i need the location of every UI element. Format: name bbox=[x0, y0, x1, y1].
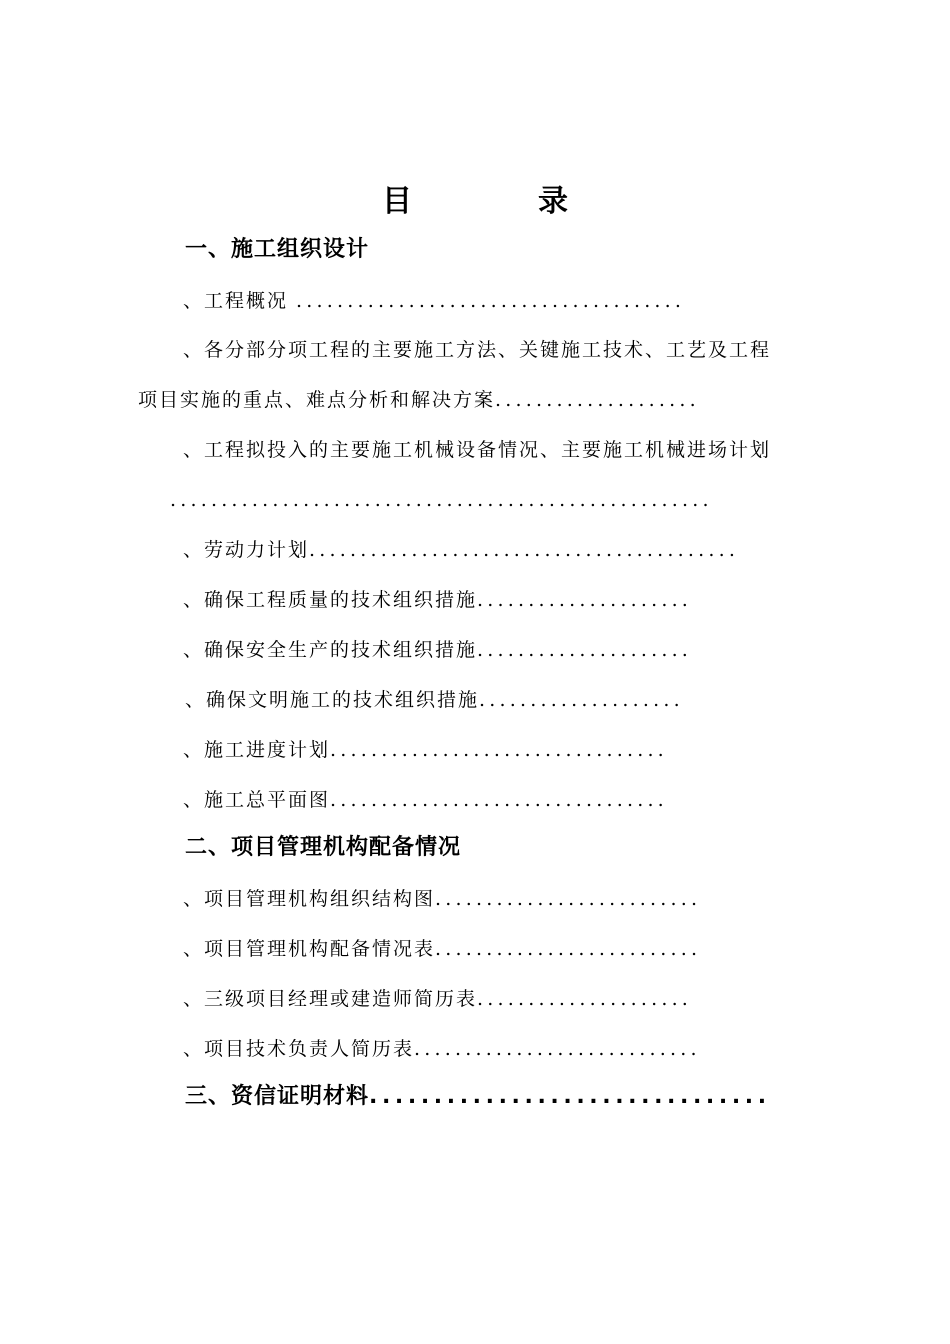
toc-entry-text: 、项目技术负责人简历表 bbox=[183, 1038, 415, 1060]
toc-entry bbox=[183, 985, 692, 1013]
toc-leader-dots: ..................... bbox=[477, 639, 693, 661]
toc-entry bbox=[183, 935, 701, 963]
toc-leader-dots: ..................... bbox=[477, 589, 693, 611]
toc-entry bbox=[185, 686, 684, 714]
toc-leader-dots: .......................... bbox=[435, 938, 702, 960]
toc-entry-text: 、项目管理机构组织结构图 bbox=[183, 888, 436, 910]
toc-leader-dots: ................................. bbox=[330, 739, 668, 761]
toc-entry-continuation bbox=[170, 486, 713, 514]
toc-leader-dots: .......................... bbox=[435, 888, 702, 910]
toc-entry-text: 、工程拟投入的主要施工机械设备情况、主要施工机械进场计划 bbox=[183, 439, 772, 461]
toc-leader-dots: .......................................... bbox=[309, 539, 740, 561]
toc-leader-dots: ..................................................... bbox=[170, 489, 713, 511]
toc-entry-text: 、三级项目经理或建造师简历表 bbox=[183, 988, 478, 1010]
toc-entry bbox=[183, 336, 771, 364]
toc-entry bbox=[183, 287, 685, 315]
toc-entry-text: 、施工总平面图 bbox=[183, 789, 331, 811]
toc-entry bbox=[183, 736, 668, 764]
toc-entry bbox=[183, 1035, 701, 1063]
toc-entry-text: 项目实施的重点、难点分析和解决方案 bbox=[138, 389, 496, 411]
toc-entry bbox=[183, 436, 771, 464]
toc-entry bbox=[183, 885, 701, 913]
toc-leader-dots: ................................. bbox=[330, 789, 668, 811]
toc-leader-dots: ............................ bbox=[414, 1038, 701, 1060]
toc-entry-text: 、确保工程质量的技术组织措施 bbox=[183, 589, 478, 611]
toc-entry-text: 、工程概况 bbox=[183, 290, 297, 312]
section-heading-2: 二、项目管理机构配备情况 bbox=[185, 835, 462, 860]
section-heading-1: 一、施工组织设计 bbox=[185, 237, 370, 262]
toc-entry-text: 、各分部分项工程的主要施工方法、关键施工技术、工艺及工程 bbox=[183, 339, 772, 361]
toc-entry-continuation bbox=[138, 386, 700, 414]
section-heading-3 bbox=[185, 1083, 771, 1111]
toc-entry-text: 、确保安全生产的技术组织措施 bbox=[183, 639, 478, 661]
toc-leader-dots: ..................... bbox=[477, 988, 693, 1010]
toc-entry-text: 、劳动力计划 bbox=[183, 539, 310, 561]
toc-entry-text: 、确保文明施工的技术组织措施 bbox=[185, 689, 480, 711]
toc-entry bbox=[183, 636, 692, 664]
section-heading-3-text: 三、资信证明材料 bbox=[185, 1084, 370, 1109]
toc-leader-dots: .................... bbox=[495, 389, 700, 411]
toc-leader-dots: ............................... bbox=[369, 1084, 771, 1109]
toc-title: 目 录 bbox=[382, 184, 616, 219]
toc-entry bbox=[183, 586, 692, 614]
toc-leader-dots: ...................................... bbox=[296, 290, 686, 312]
toc-entry-text: 、项目管理机构配备情况表 bbox=[183, 938, 436, 960]
toc-entry bbox=[183, 536, 739, 564]
toc-entry bbox=[183, 786, 668, 814]
toc-entry-text: 、施工进度计划 bbox=[183, 739, 331, 761]
toc-leader-dots: .................... bbox=[479, 689, 684, 711]
